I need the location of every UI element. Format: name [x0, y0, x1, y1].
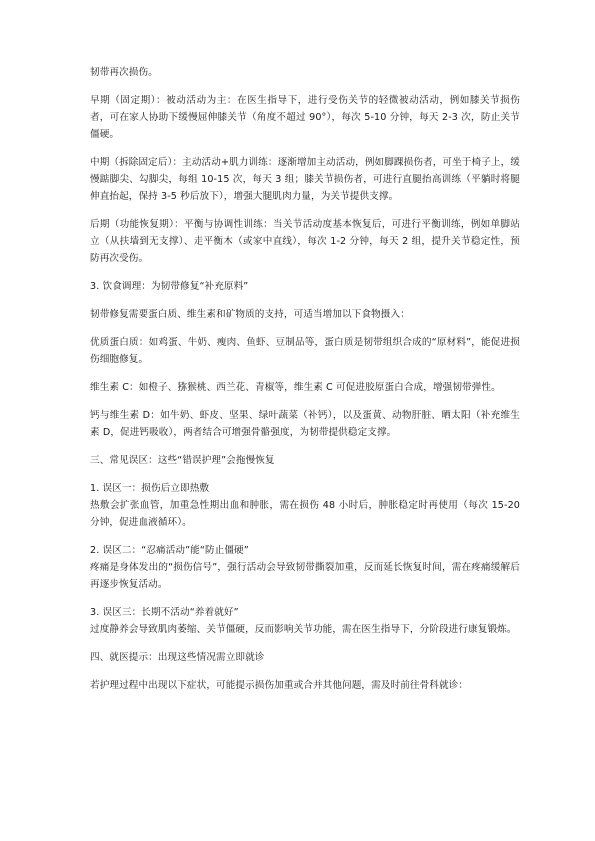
misconception-1-title: 1. 误区一：损伤后立即热敷	[90, 483, 210, 494]
misconception-1	[90, 480, 520, 531]
misconception-2	[90, 542, 520, 593]
misconception-3-body: 过度静养会导致肌肉萎缩、关节僵硬，反而影响关节功能，需在医生指导下，分阶段进行康复锻炼。	[90, 624, 517, 635]
misconception-3	[90, 604, 520, 638]
paragraph-middle-stage: 中期（拆除固定后）：主动活动+肌力训练：逐渐增加主动活动，例如脚踝损伤者，可坐于椅子上，缓慢踮脚尖、勾脚尖，每组 10-15 次，每天 3 组；膝关节损伤者，可进行直腿抬高训练（平躺时将腿伸直抬起，保持 3-5 秒后放下），增强大腿肌肉力量，为关节提供支撑。	[90, 157, 520, 202]
misconception-3-title: 3. 误区三：长期不活动“养着就好”	[90, 607, 239, 618]
misconception-2-body: 疼痛是身体发出的“损伤信号”，强行活动会导致韧带撕裂加重，反而延长恢复时间，需在疼痛缓解后再逐步恢复活动。	[90, 562, 520, 590]
section-heading-medical-advice: 四、就医提示：出现这些情况需立即就诊	[90, 652, 265, 663]
paragraph-late-stage: 后期（功能恢复期）：平衡与协调性训练：当关节活动度基本恢复后，可进行平衡训练，例如单脚站立（从扶墙到无支撑）、走平衡木（或家中直线），每次 1-2 分钟，每天 2 组，提升关节稳定性，预防再次受伤。	[90, 219, 520, 264]
paragraph: 韧带再次损伤。	[90, 67, 158, 78]
document-body	[90, 64, 520, 705]
paragraph-early-stage: 早期（固定期）：被动活动为主：在医生指导下，进行受伤关节的轻微被动活动，例如膝关节损伤者，可在家人协助下缓慢屈伸膝关节（角度不超过 90°），每次 5-10 分钟，每天 2-3 次，防止关节僵硬。	[90, 95, 520, 140]
paragraph-calcium-vitamin-d: 钙与维生素 D：如牛奶、虾皮、坚果、绿叶蔬菜（补钙），以及蛋黄、动物肝脏、晒太阳（补充维生素 D，促进钙吸收），两者结合可增强骨骼强度，为韧带提供稳定支撑。	[90, 410, 520, 438]
paragraph-protein: 优质蛋白质：如鸡蛋、牛奶、瘦肉、鱼虾、豆制品等，蛋白质是韧带组织合成的“原材料”，能促进损伤细胞修复。	[90, 337, 520, 365]
paragraph-vitamin-c: 维生素 C：如橙子、猕猴桃、西兰花、青椒等，维生素 C 可促进胶原蛋白合成，增强韧带弹性。	[90, 382, 501, 393]
paragraph-medical-advice: 若护理过程中出现以下症状，可能提示损伤加重或合并其他问题，需及时前往骨科就诊：	[90, 680, 469, 691]
section-heading-diet: 3. 饮食调理：为韧带修复“补充原料”	[90, 281, 249, 292]
misconception-2-title: 2. 误区二：“忍痛活动”能“防止僵硬”	[90, 545, 249, 556]
misconception-1-body: 热敷会扩张血管，加重急性期出血和肿胀，需在损伤 48 小时后，肿胀稳定时再使用（每次 15-20 分钟，促进血液循环）。	[90, 500, 520, 528]
paragraph-diet-intro: 韧带修复需要蛋白质、维生素和矿物质的支持，可适当增加以下食物摄入：	[90, 309, 410, 320]
section-heading-misconceptions: 三、常见误区：这些“错误护理”会拖慢恢复	[90, 455, 275, 466]
